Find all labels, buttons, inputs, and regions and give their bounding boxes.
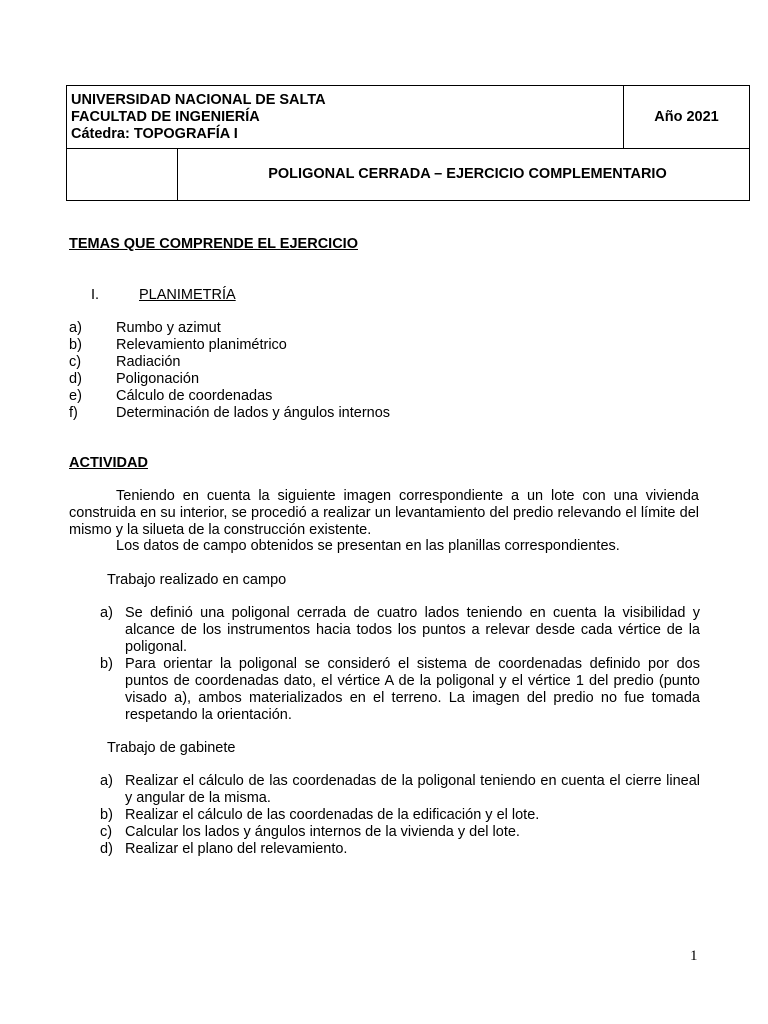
list-item [100,824,700,841]
list-letter: b) [69,337,82,353]
topics-list [69,320,699,422]
activity-paragraph-1 [69,488,699,539]
list-text: Realizar el cálculo de las coordenadas de la edificación y el lote. [125,807,540,823]
list-item [69,405,699,422]
list-text: Se definió una poligonal cerrada de cuatro lados teniendo en cuenta la visibilidad y alcance de los instrumentos hacia todos los puntos a relevar desde cada vértice de la poligonal. [125,605,700,655]
list-text: Calcular los lados y ángulos internos de la vivienda y del lote. [125,824,520,840]
activity-paragraph-1-text: Teniendo en cuenta la siguiente imagen correspondiente a un lote con una vivienda construida en su interior, se procedió a realizar un levantamiento del predio relevando el límite del mismo y la silueta de la construcción existente. [69,488,699,538]
list-item [69,388,699,405]
list-letter: c) [100,824,113,840]
exercise-title: POLIGONAL CERRADA – EJERCICIO COMPLEMENTARIO [178,149,750,201]
list-letter: a) [69,320,82,336]
field-work-heading: Trabajo realizado en campo [107,572,287,588]
list-item [69,371,699,388]
list-item [69,337,699,354]
header-empty-cell [67,149,178,201]
list-letter: a) [100,605,113,621]
list-text: Radiación [116,354,181,370]
list-text: Cálculo de coordenadas [116,388,273,404]
list-item [69,354,699,371]
activity-heading: ACTIVIDAD [69,455,148,471]
section-title: PLANIMETRÍA [139,287,236,303]
list-letter: e) [69,388,82,404]
document-header [66,85,750,201]
list-letter: d) [100,841,113,857]
list-letter: b) [100,807,113,823]
year-label: Año 2021 [624,86,750,149]
office-work-heading: Trabajo de gabinete [107,740,236,756]
list-letter: a) [100,773,113,789]
activity-paragraph-2: Los datos de campo obtenidos se presentan en las planillas correspondientes. [116,538,620,554]
list-item [100,841,700,858]
list-text: Realizar el plano del relevamiento. [125,841,348,857]
list-letter: b) [100,656,113,672]
list-letter: c) [69,354,82,370]
list-text: Rumbo y azimut [116,320,221,336]
office-work-list [100,773,700,858]
list-text: Realizar el cálculo de las coordenadas de la poligonal teniendo en cuenta el cierre lineal y angular de la misma. [125,773,700,806]
list-item [100,773,700,807]
list-item [100,656,700,724]
list-item [69,320,699,337]
page-number: 1 [690,948,698,964]
topics-heading: TEMAS QUE COMPRENDE EL EJERCICIO [69,236,358,252]
list-text: Poligonación [116,371,200,387]
list-item [100,605,700,656]
list-letter: f) [69,405,78,421]
list-letter: d) [69,371,82,387]
chair-name: Cátedra: TOPOGRAFÍA I [71,125,238,142]
faculty-name: FACULTAD DE INGENIERÍA [71,108,260,125]
section-number: I. [91,287,100,303]
university-name: UNIVERSIDAD NACIONAL DE SALTA [71,91,326,108]
field-work-list [100,605,700,724]
list-item [100,807,700,824]
section-planimetria [91,287,721,304]
institution-block [67,86,624,149]
list-text: Para orientar la poligonal se consideró el sistema de coordenadas definido por dos puntos de coordenadas dato, el vértice A de la poligonal y el vértice 1 del predio (punto visado a), ambos materializados en el terreno. La imagen del predio no fue tomada respetando la orientación. [125,656,700,723]
list-text: Determinación de lados y ángulos internos [116,405,391,421]
list-text: Relevamiento planimétrico [116,337,287,353]
